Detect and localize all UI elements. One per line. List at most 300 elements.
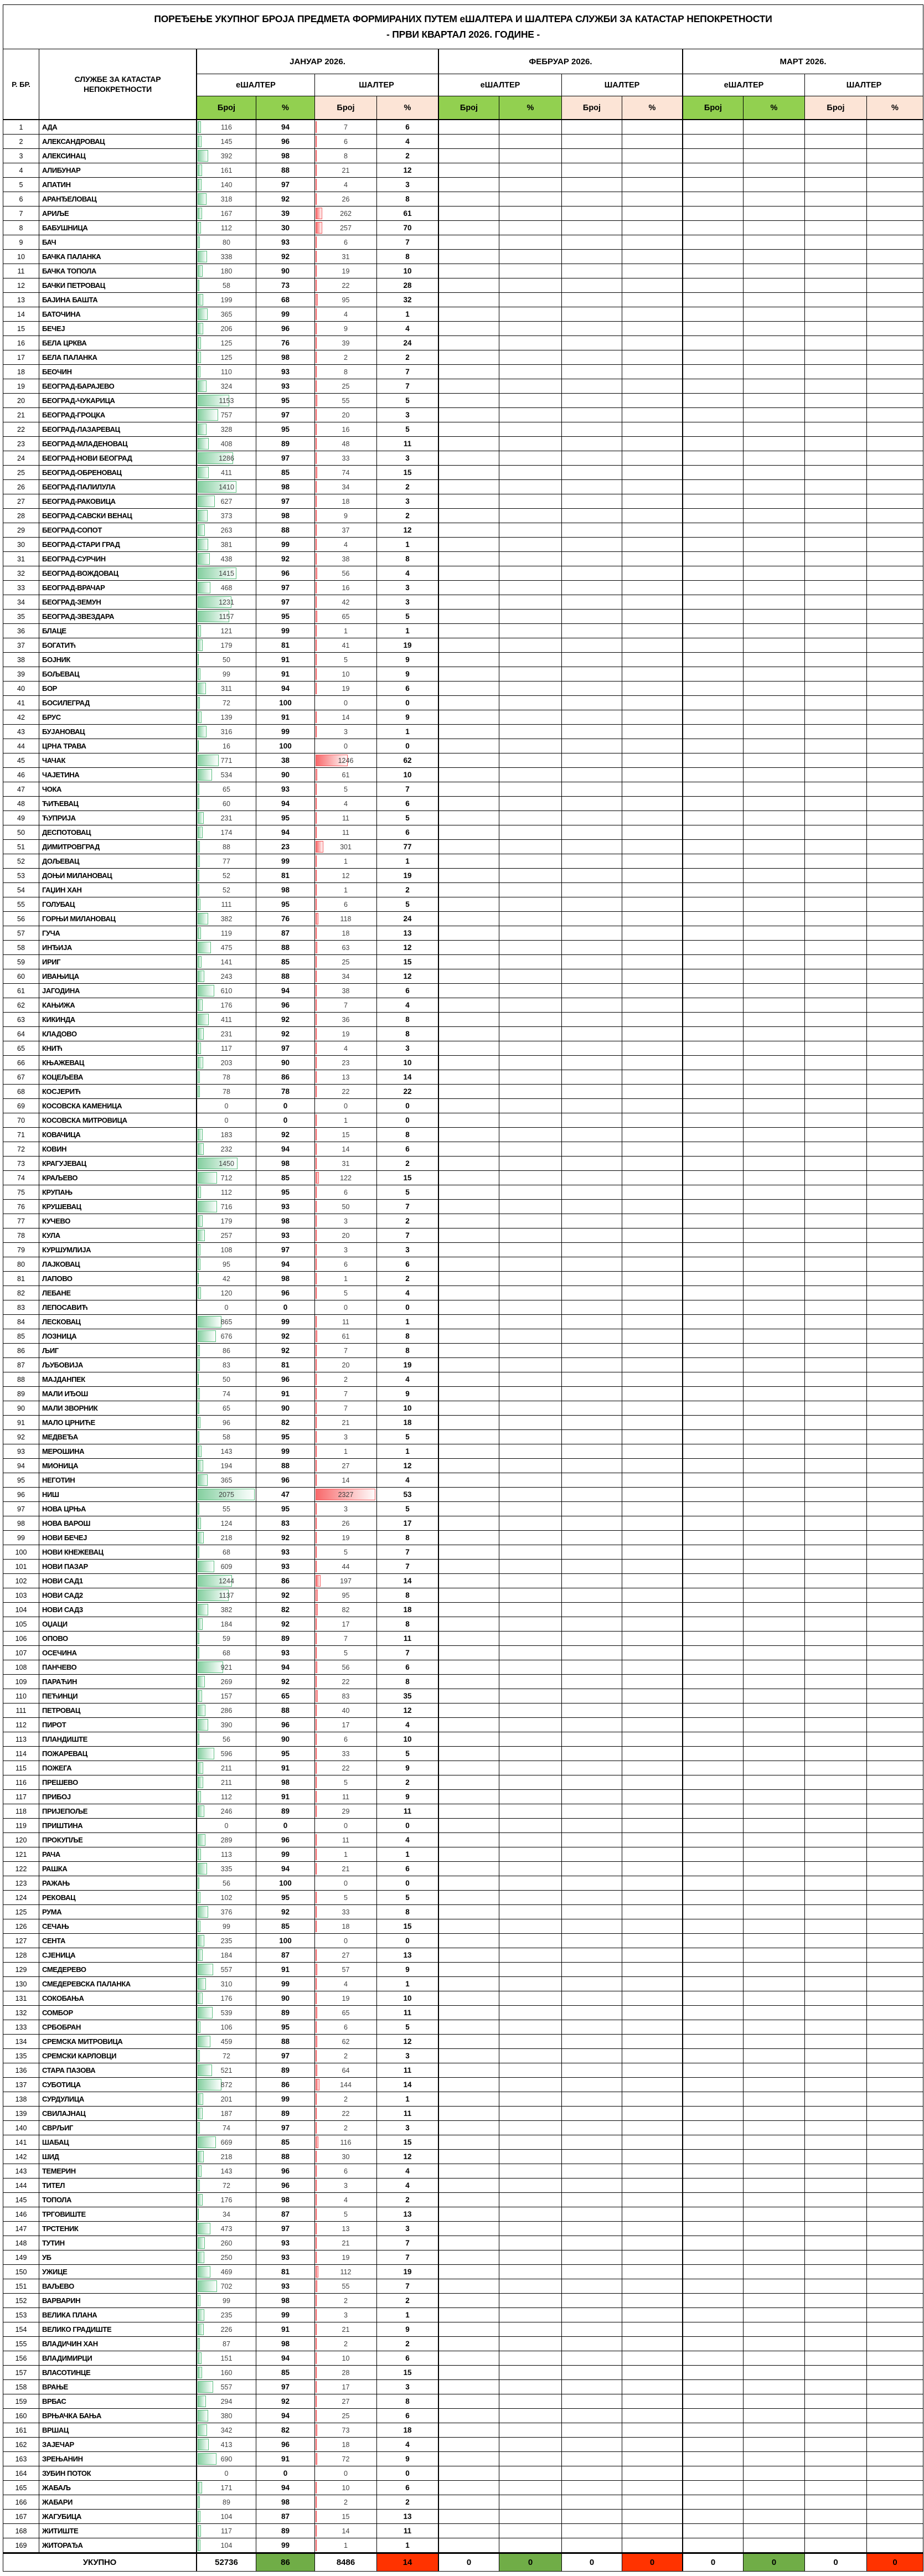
feb-salter-pct-cell bbox=[622, 2193, 683, 2207]
feb-salter-count-cell bbox=[562, 682, 622, 695]
mar-salter-pct-cell bbox=[867, 2035, 923, 2048]
table-row bbox=[3, 466, 923, 480]
mar-esalter-count-cell bbox=[683, 1775, 744, 1789]
feb-esalter-pct-cell bbox=[499, 2236, 562, 2250]
green-data-bar bbox=[198, 1618, 203, 1630]
jan-esalter-count-cell: 58 bbox=[197, 1430, 256, 1444]
jan-esalter-count-cell: 0 bbox=[197, 1099, 256, 1113]
jan-salter-pct-cell: 7 bbox=[377, 782, 439, 796]
mar-esalter-count-cell bbox=[683, 1732, 744, 1746]
jan-salter-count-cell: 6 bbox=[315, 2020, 377, 2034]
feb-salter-pct-cell bbox=[622, 1200, 683, 1214]
feb-esalter-pct-cell bbox=[499, 1401, 562, 1415]
mar-salter-count-cell bbox=[805, 825, 867, 839]
feb-esalter-count-cell bbox=[439, 466, 499, 479]
feb-esalter-count-cell bbox=[439, 379, 499, 393]
green-data-bar bbox=[198, 265, 203, 277]
jan-salter-count-cell: 61 bbox=[315, 768, 377, 782]
red-data-bar bbox=[316, 1906, 317, 1918]
feb-salter-count-cell bbox=[562, 2164, 622, 2178]
jan-esalter-count-cell: 34 bbox=[197, 2207, 256, 2221]
mar-esalter-pct-cell bbox=[744, 2337, 805, 2351]
red-data-bar bbox=[316, 1633, 317, 1644]
jan-esalter-count-cell: 56 bbox=[197, 1732, 256, 1746]
table-row bbox=[3, 1847, 923, 1862]
total-feb-salter-pct-cell: 0 bbox=[622, 2554, 683, 2571]
mar-salter-count-cell bbox=[805, 1444, 867, 1458]
mar-esalter-count-cell bbox=[683, 422, 744, 436]
feb-salter-pct-cell bbox=[622, 1113, 683, 1127]
office-name-cell: НЕГОТИН bbox=[39, 1473, 197, 1487]
row-number-cell: 35 bbox=[3, 610, 39, 623]
jan-salter-count-cell: 18 bbox=[315, 494, 377, 508]
table-row bbox=[3, 753, 923, 768]
table-row bbox=[3, 768, 923, 782]
mar-salter-count-cell bbox=[805, 192, 867, 206]
mar-esalter-pct-cell bbox=[744, 1473, 805, 1487]
feb-salter-count-cell bbox=[562, 1286, 622, 1300]
table-row bbox=[3, 1747, 923, 1761]
mar-salter-count-cell bbox=[805, 1329, 867, 1343]
feb-esalter-pct-cell bbox=[499, 149, 562, 163]
table-row bbox=[3, 293, 923, 307]
mar-salter-count-cell bbox=[805, 163, 867, 177]
feb-esalter-count-cell bbox=[439, 538, 499, 551]
feb-esalter-pct-cell bbox=[499, 883, 562, 897]
jan-esalter-count-cell: 381 bbox=[197, 538, 256, 551]
mar-salter-pct-cell bbox=[867, 1315, 923, 1329]
jan-salter-pct-cell: 7 bbox=[377, 1228, 439, 1242]
jan-esalter-count-cell: 235 bbox=[197, 1934, 256, 1948]
table-row bbox=[3, 624, 923, 638]
mar-salter-count-cell bbox=[805, 2294, 867, 2307]
row-number-cell: 28 bbox=[3, 509, 39, 523]
mar-esalter-count-cell bbox=[683, 984, 744, 998]
jan-esalter-pct-cell: 89 bbox=[256, 1632, 315, 1645]
red-data-bar bbox=[316, 2424, 317, 2436]
jan-salter-pct-cell: 19 bbox=[377, 1358, 439, 1372]
red-data-bar bbox=[316, 1359, 317, 1371]
feb-esalter-pct-cell bbox=[499, 2222, 562, 2236]
mar-esalter-count-cell bbox=[683, 2035, 744, 2048]
feb-esalter-count-cell bbox=[439, 2078, 499, 2092]
green-data-bar bbox=[198, 1647, 199, 1659]
mar-esalter-count-cell bbox=[683, 1027, 744, 1041]
feb-esalter-pct-cell bbox=[499, 1718, 562, 1732]
table-row bbox=[3, 2121, 923, 2135]
green-data-bar bbox=[198, 1921, 200, 1932]
jan-salter-pct-cell: 32 bbox=[377, 293, 439, 307]
mar-esalter-count-cell bbox=[683, 2510, 744, 2523]
feb-salter-pct-cell bbox=[622, 1531, 683, 1545]
jan-esalter-pct-cell: 89 bbox=[256, 2006, 315, 2020]
jan-esalter-count-cell: 521 bbox=[197, 2063, 256, 2077]
feb-salter-count-cell bbox=[562, 1372, 622, 1386]
mar-esalter-count-cell bbox=[683, 2466, 744, 2480]
mar-salter-count-cell bbox=[805, 897, 867, 911]
mar-salter-pct-cell bbox=[867, 408, 923, 422]
feb-esalter-pct-cell bbox=[499, 2150, 562, 2164]
feb-salter-pct-cell bbox=[622, 840, 683, 854]
feb-esalter-count-cell bbox=[439, 653, 499, 667]
jan-salter-pct-cell: 0 bbox=[377, 696, 439, 710]
feb-salter-pct-cell bbox=[622, 653, 683, 667]
metric-header-count: Број bbox=[805, 96, 867, 119]
mar-salter-count-cell bbox=[805, 969, 867, 983]
red-data-bar bbox=[316, 913, 318, 925]
jan-salter-count-cell: 16 bbox=[315, 581, 377, 595]
office-name-cell: БАТОЧИНА bbox=[39, 307, 197, 321]
feb-salter-pct-cell bbox=[622, 422, 683, 436]
mar-salter-count-cell bbox=[805, 869, 867, 882]
row-number-cell: 151 bbox=[3, 2279, 39, 2293]
table-row bbox=[3, 2452, 923, 2466]
mar-salter-pct-cell bbox=[867, 1286, 923, 1300]
jan-salter-count-cell: 1 bbox=[315, 1272, 377, 1286]
mar-salter-count-cell bbox=[805, 2265, 867, 2279]
jan-esalter-count-cell: 872 bbox=[197, 2078, 256, 2092]
jan-esalter-pct-cell: 85 bbox=[256, 1171, 315, 1185]
mar-salter-count-cell bbox=[805, 2495, 867, 2509]
feb-salter-pct-cell bbox=[622, 1171, 683, 1185]
feb-salter-pct-cell bbox=[622, 825, 683, 839]
mar-esalter-pct-cell bbox=[744, 869, 805, 882]
mar-salter-count-cell bbox=[805, 710, 867, 724]
mar-esalter-pct-cell bbox=[744, 1991, 805, 2005]
green-data-bar bbox=[198, 524, 205, 536]
jan-esalter-pct-cell: 99 bbox=[256, 538, 315, 551]
office-name-cell: ПАРАЋИН bbox=[39, 1675, 197, 1689]
row-number-cell: 14 bbox=[3, 307, 39, 321]
jan-salter-count-cell: 18 bbox=[315, 1919, 377, 1933]
table-row bbox=[3, 2351, 923, 2366]
table-row bbox=[3, 451, 923, 466]
green-data-bar bbox=[198, 1949, 203, 1961]
office-name-cell: МАЛИ ЗВОРНИК bbox=[39, 1401, 197, 1415]
row-number-cell: 33 bbox=[3, 581, 39, 595]
office-name-cell: СМЕДЕРЕВО bbox=[39, 1963, 197, 1976]
table-row bbox=[3, 1056, 923, 1070]
mar-esalter-count-cell bbox=[683, 1617, 744, 1631]
jan-esalter-pct-cell: 65 bbox=[256, 1689, 315, 1703]
feb-esalter-count-cell bbox=[439, 451, 499, 465]
jan-salter-pct-cell: 6 bbox=[377, 1660, 439, 1674]
office-name-cell: АРАНЂЕЛОВАЦ bbox=[39, 192, 197, 206]
office-name-cell: СРБОБРАН bbox=[39, 2020, 197, 2034]
red-data-bar bbox=[316, 2165, 317, 2177]
jan-esalter-count-cell: 112 bbox=[197, 1185, 256, 1199]
jan-salter-pct-cell: 3 bbox=[377, 595, 439, 609]
jan-esalter-count-cell: 231 bbox=[197, 811, 256, 825]
feb-salter-count-cell bbox=[562, 2006, 622, 2020]
feb-esalter-count-cell bbox=[439, 1358, 499, 1372]
jan-salter-count-cell: 5 bbox=[315, 1545, 377, 1559]
table-row bbox=[3, 207, 923, 221]
feb-salter-pct-cell bbox=[622, 350, 683, 364]
red-data-bar bbox=[316, 2108, 317, 2119]
table-row bbox=[3, 1272, 923, 1286]
mar-salter-count-cell bbox=[805, 2538, 867, 2552]
jan-salter-count-cell: 28 bbox=[315, 2366, 377, 2379]
feb-esalter-count-cell bbox=[439, 2294, 499, 2307]
feb-esalter-pct-cell bbox=[499, 379, 562, 393]
mar-salter-pct-cell bbox=[867, 926, 923, 940]
mar-salter-count-cell bbox=[805, 1185, 867, 1199]
jan-salter-pct-cell: 10 bbox=[377, 1732, 439, 1746]
mar-salter-count-cell bbox=[805, 1502, 867, 1516]
jan-esalter-count-cell: 194 bbox=[197, 1459, 256, 1473]
jan-salter-count-cell: 57 bbox=[315, 1963, 377, 1976]
jan-salter-pct-cell: 12 bbox=[377, 969, 439, 983]
table-row bbox=[3, 1444, 923, 1459]
jan-salter-count-cell: 4 bbox=[315, 2193, 377, 2207]
green-data-bar bbox=[198, 1777, 203, 1788]
red-data-bar bbox=[316, 1849, 317, 1860]
jan-esalter-pct-cell: 78 bbox=[256, 1085, 315, 1098]
jan-salter-count-cell: 197 bbox=[315, 1574, 377, 1588]
table-row bbox=[3, 149, 923, 163]
jan-salter-pct-cell: 7 bbox=[377, 2250, 439, 2264]
mar-esalter-pct-cell bbox=[744, 523, 805, 537]
feb-esalter-count-cell bbox=[439, 2150, 499, 2164]
feb-salter-count-cell bbox=[562, 1099, 622, 1113]
feb-esalter-pct-cell bbox=[499, 1099, 562, 1113]
table-row bbox=[3, 638, 923, 653]
mar-esalter-pct-cell bbox=[744, 2466, 805, 2480]
jan-salter-pct-cell: 7 bbox=[377, 365, 439, 379]
jan-salter-pct-cell: 15 bbox=[377, 1919, 439, 1933]
mar-esalter-pct-cell bbox=[744, 1574, 805, 1588]
jan-salter-pct-cell: 18 bbox=[377, 1416, 439, 1429]
red-data-bar bbox=[316, 1402, 317, 1414]
jan-salter-pct-cell: 8 bbox=[377, 192, 439, 206]
jan-esalter-pct-cell: 94 bbox=[256, 1862, 315, 1876]
row-number-cell: 77 bbox=[3, 1214, 39, 1228]
office-name-cell: ПЕЋИНЦИ bbox=[39, 1689, 197, 1703]
jan-esalter-count-cell: 108 bbox=[197, 1243, 256, 1257]
row-number-cell: 3 bbox=[3, 149, 39, 163]
feb-esalter-pct-cell bbox=[499, 466, 562, 479]
jan-esalter-count-cell: 72 bbox=[197, 2178, 256, 2192]
jan-esalter-count-cell: 113 bbox=[197, 1847, 256, 1861]
jan-salter-count-cell: 63 bbox=[315, 941, 377, 954]
table-row bbox=[3, 1862, 923, 1876]
row-number-cell: 42 bbox=[3, 710, 39, 724]
jan-salter-pct-cell: 2 bbox=[377, 1214, 439, 1228]
mar-esalter-count-cell bbox=[683, 250, 744, 264]
row-number-cell: 118 bbox=[3, 1804, 39, 1818]
feb-esalter-pct-cell bbox=[499, 422, 562, 436]
feb-salter-count-cell bbox=[562, 1070, 622, 1084]
mar-salter-pct-cell bbox=[867, 1905, 923, 1919]
feb-esalter-count-cell bbox=[439, 2452, 499, 2466]
feb-esalter-count-cell bbox=[439, 969, 499, 983]
feb-esalter-count-cell bbox=[439, 2481, 499, 2495]
feb-salter-pct-cell bbox=[622, 2049, 683, 2063]
feb-esalter-pct-cell bbox=[499, 408, 562, 422]
mar-salter-pct-cell bbox=[867, 2394, 923, 2408]
jan-salter-pct-cell: 6 bbox=[377, 2409, 439, 2423]
jan-salter-count-cell: 21 bbox=[315, 163, 377, 177]
feb-salter-pct-cell bbox=[622, 1560, 683, 1573]
red-data-bar bbox=[316, 1978, 317, 1990]
jan-salter-pct-cell: 10 bbox=[377, 1056, 439, 1070]
feb-esalter-pct-cell bbox=[499, 2078, 562, 2092]
office-name-cell: ЗРЕЊАНИН bbox=[39, 2452, 197, 2466]
feb-esalter-count-cell bbox=[439, 1891, 499, 1904]
office-name-cell: РАЧА bbox=[39, 1847, 197, 1861]
red-data-bar bbox=[316, 1992, 317, 2004]
row-number-cell: 75 bbox=[3, 1185, 39, 1199]
total-feb-esalter-pct-cell: 0 bbox=[499, 2554, 562, 2571]
office-name-cell: БОЉЕВАЦ bbox=[39, 667, 197, 681]
jan-esalter-count-cell: 112 bbox=[197, 1790, 256, 1804]
mar-esalter-pct-cell bbox=[744, 2006, 805, 2020]
green-data-bar bbox=[198, 1028, 204, 1040]
feb-esalter-pct-cell bbox=[499, 1934, 562, 1948]
feb-esalter-count-cell bbox=[439, 667, 499, 681]
mar-salter-pct-cell bbox=[867, 1502, 923, 1516]
jan-salter-count-cell: 5 bbox=[315, 1891, 377, 1904]
green-data-bar bbox=[198, 1057, 203, 1068]
row-number-cell: 111 bbox=[3, 1703, 39, 1717]
mar-salter-pct-cell bbox=[867, 1473, 923, 1487]
mar-esalter-count-cell bbox=[683, 278, 744, 292]
jan-salter-count-cell: 3 bbox=[315, 1214, 377, 1228]
office-name-cell: НОВИ КНЕЖЕВАЦ bbox=[39, 1545, 197, 1559]
mar-salter-pct-cell bbox=[867, 984, 923, 998]
mar-esalter-count-cell bbox=[683, 2121, 744, 2135]
feb-salter-count-cell bbox=[562, 581, 622, 595]
mar-esalter-count-cell bbox=[683, 1214, 744, 1228]
feb-salter-count-cell bbox=[562, 2380, 622, 2394]
row-number-cell: 39 bbox=[3, 667, 39, 681]
jan-salter-pct-cell: 1 bbox=[377, 1315, 439, 1329]
mar-esalter-count-cell bbox=[683, 2423, 744, 2437]
feb-esalter-count-cell bbox=[439, 926, 499, 940]
jan-salter-pct-cell: 8 bbox=[377, 1013, 439, 1026]
mar-esalter-pct-cell bbox=[744, 480, 805, 494]
row-number-cell: 133 bbox=[3, 2020, 39, 2034]
mar-salter-count-cell bbox=[805, 379, 867, 393]
red-data-bar bbox=[316, 683, 317, 694]
jan-esalter-count-cell: 390 bbox=[197, 1718, 256, 1732]
table-row bbox=[3, 1833, 923, 1847]
feb-esalter-count-cell bbox=[439, 1430, 499, 1444]
mar-salter-pct-cell bbox=[867, 163, 923, 177]
jan-esalter-count-cell: 112 bbox=[197, 221, 256, 235]
mar-salter-pct-cell bbox=[867, 581, 923, 595]
total-mar-salter-count-cell: 0 bbox=[805, 2554, 867, 2571]
red-data-bar bbox=[316, 999, 317, 1011]
office-name-cell: КОСОВСКА МИТРОВИЦА bbox=[39, 1113, 197, 1127]
mar-salter-count-cell bbox=[805, 2452, 867, 2466]
jan-salter-count-cell: 6 bbox=[315, 1257, 377, 1271]
jan-salter-pct-cell: 3 bbox=[377, 1041, 439, 1055]
table-row bbox=[3, 1689, 923, 1703]
jan-esalter-pct-cell: 93 bbox=[256, 2236, 315, 2250]
mar-esalter-pct-cell bbox=[744, 2351, 805, 2365]
feb-salter-pct-cell bbox=[622, 581, 683, 595]
feb-esalter-pct-cell bbox=[499, 2250, 562, 2264]
green-data-bar bbox=[198, 1402, 199, 1414]
jan-esalter-pct-cell: 0 bbox=[256, 1099, 315, 1113]
mar-esalter-pct-cell bbox=[744, 1459, 805, 1473]
jan-salter-pct-cell: 0 bbox=[377, 1934, 439, 1948]
office-name-cell: ШИД bbox=[39, 2150, 197, 2164]
mar-esalter-pct-cell bbox=[744, 1300, 805, 1314]
jan-salter-count-cell: 19 bbox=[315, 2250, 377, 2264]
feb-salter-count-cell bbox=[562, 422, 622, 436]
feb-salter-pct-cell bbox=[622, 811, 683, 825]
green-data-bar bbox=[198, 1676, 205, 1687]
jan-salter-pct-cell: 6 bbox=[377, 797, 439, 811]
feb-esalter-count-cell bbox=[439, 1372, 499, 1386]
feb-esalter-pct-cell bbox=[499, 235, 562, 249]
red-data-bar bbox=[316, 1028, 317, 1040]
month-header-march: МАРТ 2026. bbox=[683, 49, 923, 74]
table-row bbox=[3, 1257, 923, 1272]
mar-salter-count-cell bbox=[805, 1416, 867, 1429]
feb-esalter-pct-cell bbox=[499, 955, 562, 969]
mar-esalter-count-cell bbox=[683, 207, 744, 220]
mar-salter-count-cell bbox=[805, 322, 867, 335]
office-name-cell: СУБОТИЦА bbox=[39, 2078, 197, 2092]
jan-esalter-pct-cell: 92 bbox=[256, 1013, 315, 1026]
jan-salter-count-cell: 18 bbox=[315, 2438, 377, 2451]
office-name-cell: БАЧКИ ПЕТРОВАЦ bbox=[39, 278, 197, 292]
feb-salter-count-cell bbox=[562, 1257, 622, 1271]
jan-esalter-pct-cell: 86 bbox=[256, 1070, 315, 1084]
feb-salter-pct-cell bbox=[622, 1790, 683, 1804]
feb-esalter-pct-cell bbox=[499, 2438, 562, 2451]
feb-salter-pct-cell bbox=[622, 480, 683, 494]
feb-esalter-pct-cell bbox=[499, 1027, 562, 1041]
green-data-bar bbox=[198, 1834, 205, 1846]
mar-salter-pct-cell bbox=[867, 149, 923, 163]
red-data-bar bbox=[316, 726, 317, 737]
mar-salter-count-cell bbox=[805, 451, 867, 465]
feb-salter-pct-cell bbox=[622, 1545, 683, 1559]
row-number-cell: 46 bbox=[3, 768, 39, 782]
row-number-cell: 63 bbox=[3, 1013, 39, 1026]
jan-esalter-pct-cell: 91 bbox=[256, 1963, 315, 1976]
feb-esalter-pct-cell bbox=[499, 595, 562, 609]
office-name-cell: АЛИБУНАР bbox=[39, 163, 197, 177]
feb-salter-count-cell bbox=[562, 2193, 622, 2207]
table-row bbox=[3, 825, 923, 840]
jan-esalter-count-cell: 690 bbox=[197, 2452, 256, 2466]
green-data-bar bbox=[198, 1186, 201, 1198]
office-name-cell: ЉУБОВИЈА bbox=[39, 1358, 197, 1372]
jan-salter-count-cell: 1 bbox=[315, 1444, 377, 1458]
feb-salter-count-cell bbox=[562, 1329, 622, 1343]
red-data-bar bbox=[316, 711, 317, 723]
jan-salter-pct-cell: 61 bbox=[377, 207, 439, 220]
feb-salter-count-cell bbox=[562, 552, 622, 566]
mar-esalter-pct-cell bbox=[744, 1401, 805, 1415]
jan-salter-pct-cell: 5 bbox=[377, 610, 439, 623]
mar-esalter-count-cell bbox=[683, 1300, 744, 1314]
table-row bbox=[3, 653, 923, 667]
mar-esalter-count-cell bbox=[683, 1502, 744, 1516]
feb-salter-count-cell bbox=[562, 1891, 622, 1904]
metric-header-pct: % bbox=[256, 96, 315, 119]
feb-salter-count-cell bbox=[562, 1516, 622, 1530]
jan-esalter-pct-cell: 98 bbox=[256, 2495, 315, 2509]
red-data-bar bbox=[316, 524, 317, 536]
feb-esalter-count-cell bbox=[439, 192, 499, 206]
